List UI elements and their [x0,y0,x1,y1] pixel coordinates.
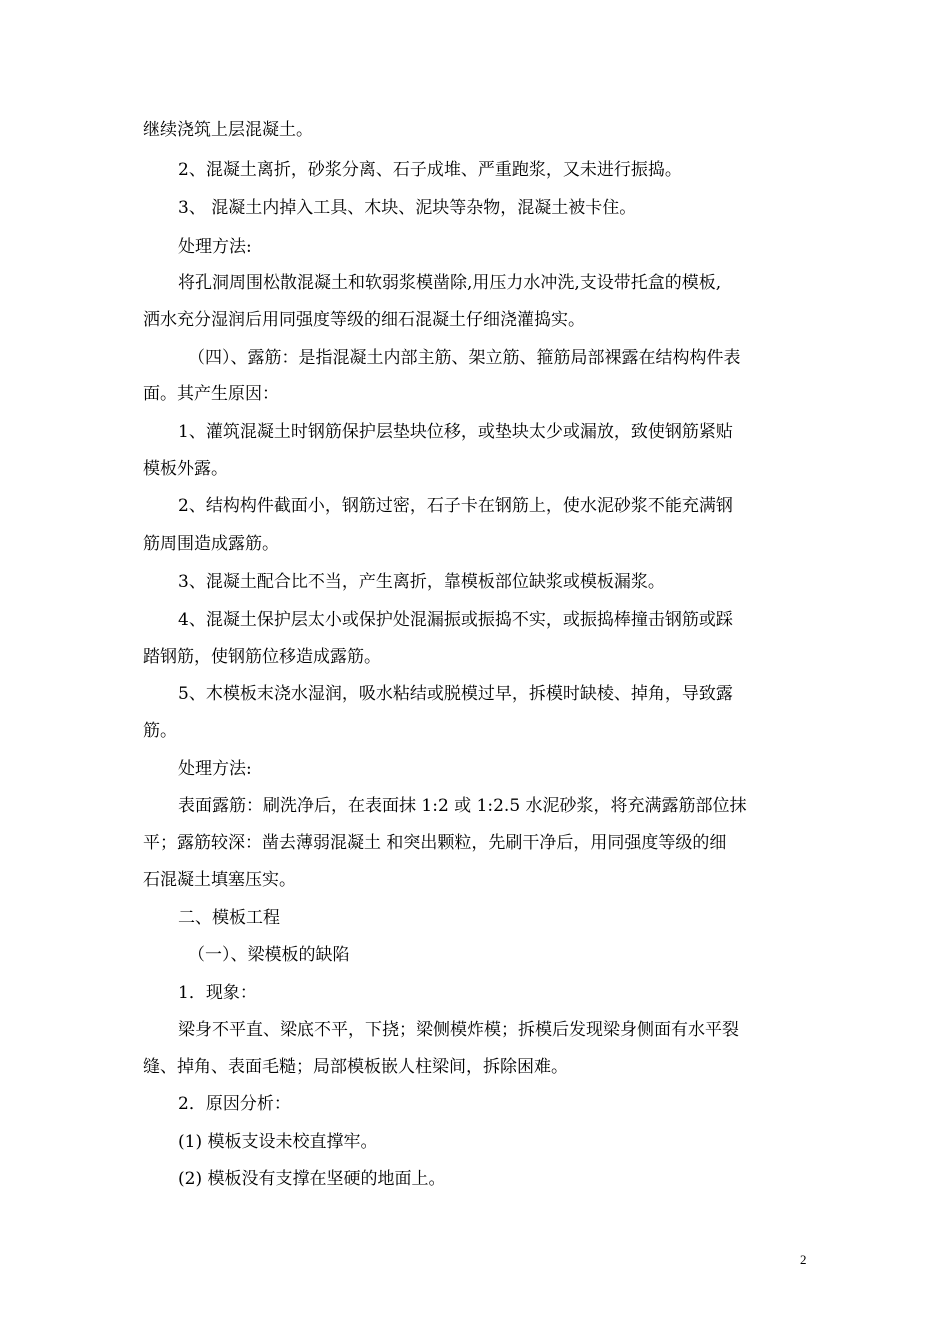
text-line: (2) 模板没有支撑在坚硬的地面上。 [178,1169,446,1189]
text-line: 4、混凝土保护层太小或保护处混漏振或振捣不实，或振捣棒撞击钢筋或踩 [178,610,733,630]
text-line: 3、 混凝土内掉入工具、木块、泥块等杂物，混凝土被卡住。 [178,198,637,218]
text-line: 石混凝土填塞压实。 [143,870,296,890]
text-line: 筋周围造成露筋。 [143,534,279,554]
text-line: 2、结构构件截面小，钢筋过密，石子卡在钢筋上，使水泥砂浆不能充满钢 [178,496,733,516]
text-line: 2、混凝土离折，砂浆分离、石子成堆、严重跑浆，又未进行振捣。 [178,160,682,180]
text-line: 模板外露。 [143,459,228,479]
text-line: 处理方法: [178,237,252,257]
text-line: （四）、露筋：是指混凝土内部主筋、架立筋、箍筋局部裸露在结构构件表 [188,348,741,368]
text-line: 继续浇筑上层混凝土。 [143,120,313,140]
text-line: 2．原因分析： [178,1094,291,1114]
subsection-heading: （一）、梁模板的缺陷 [188,945,350,965]
text-line: (1) 模板支设未校直撑牢。 [178,1132,378,1152]
text-line: 筋。 [143,721,177,741]
text-line: 表面露筋：刷洗净后，在表面抹 1:2 或 1:2.5 水泥砂浆，将充满露筋部位抹 [178,796,747,816]
text-line: 1．现象： [178,983,257,1003]
text-line: 缝、掉角、表面毛糙；局部模板嵌人柱梁间，拆除困难。 [143,1057,568,1077]
text-line: 将孔洞周围松散混凝土和软弱浆模凿除,用压力水冲洗,支设带托盒的模板, [178,273,722,293]
text-line: 1、灌筑混凝土时钢筋保护层垫块位移，或垫块太少或漏放，致使钢筋紧贴 [178,422,733,442]
text-line: 处理方法: [178,759,252,779]
text-line: 洒水充分湿润后用同强度等级的细石混凝土仔细浇灌捣实。 [143,310,585,330]
text-line: 面。其产生原因： [143,384,279,404]
text-line: 踏钢筋，使钢筋位移造成露筋。 [143,647,381,667]
text-line: 平；露筋较深：凿去薄弱混凝土 和突出颗粒，先刷干净后，用同强度等级的细 [143,833,727,853]
text-line: 5、木模板末浇水湿润，吸水粘结或脱模过早，拆模时缺棱、掉角，导致露 [178,684,733,704]
section-heading: 二、模板工程 [178,908,280,928]
text-line: 3、混凝土配合比不当，产生离折，靠模板部位缺浆或模板漏浆。 [178,572,665,592]
page-number: 2 [800,1252,807,1267]
text-line: 梁身不平直、梁底不平，下挠；梁侧模炸模；拆模后发现梁身侧面有水平裂 [178,1020,739,1040]
